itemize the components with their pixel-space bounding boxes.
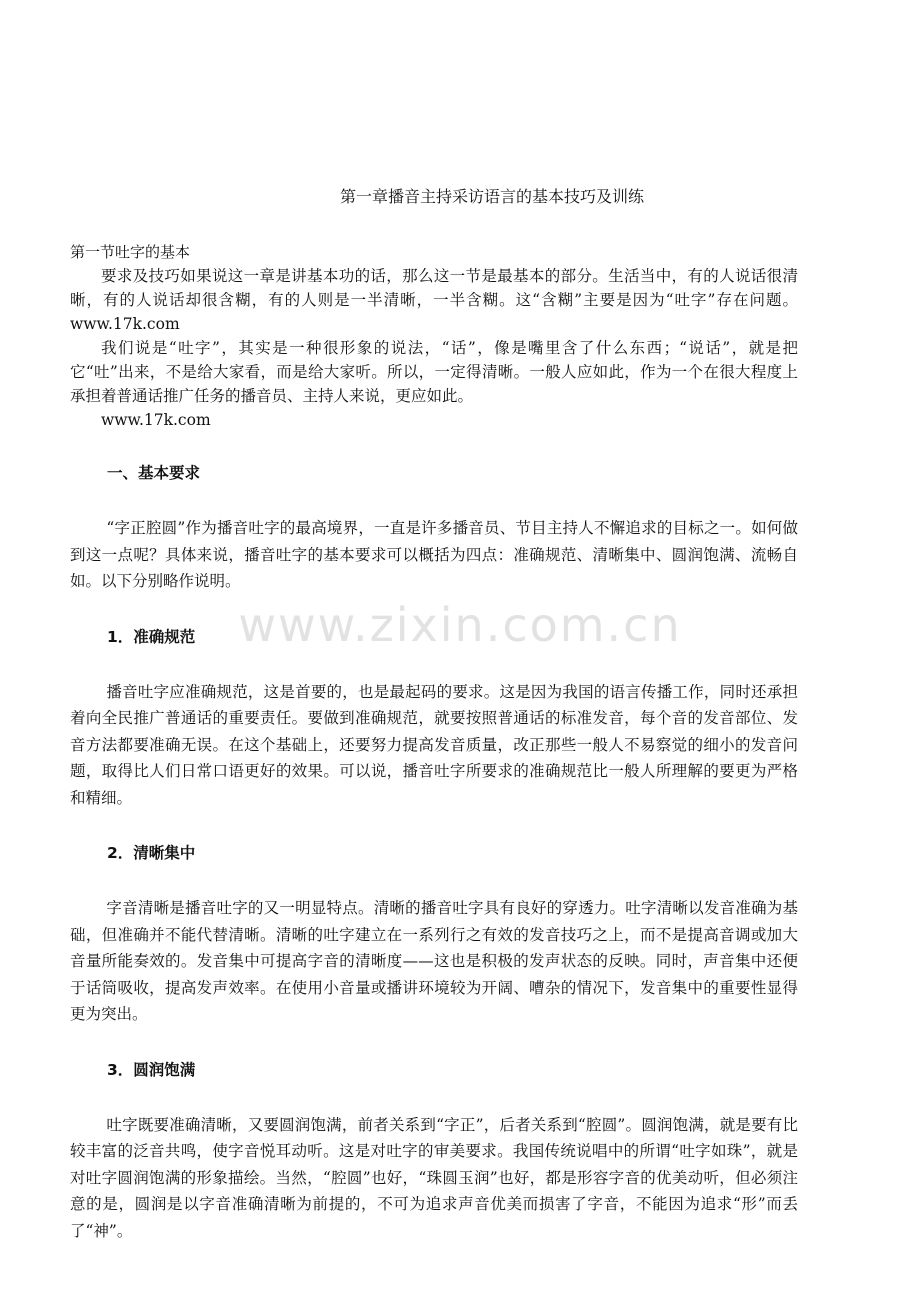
paragraph-accurate: 播音吐字应准确规范，这是首要的，也是最起码的要求。这是因为我国的语言传播工作，同时还承担着向全民推广普通话的重要责任。要做到准确规范，就要按照普通话的标准发音，每个音的发音部位、发音方法都要准确无误。在这个基础上，还要努力提高发音质量，改正那些一般人不易察觉的细小的发音问题，取得比人们日常口语更好的效果。可以说，播音吐字所要求的准确规范比一般人所理解的要更为严格和精细。 (70, 682, 798, 807)
body-block (70, 1112, 798, 1245)
body-block (70, 679, 798, 812)
intro-link-text: www.17k.com (101, 411, 211, 429)
paragraph-requirements: “字正腔圆”作为播音吐字的最高境界，一直是许多播音员、节目主持人不懈追求的目标之一。如何做到这一点呢？具体来说，播音吐字的基本要求可以概括为四点：准确规范、清晰集中、圆润饱满、流畅自如。以下分别略作说明。 (70, 519, 798, 590)
intro-block (70, 264, 798, 432)
intro-paragraph: 我们说是“吐字”，其实是一种很形象的说法，“话”，像是嘴里含了什么东西；“说话”，就是把它“吐”出来，不是给大家看，而是给大家听。所以，一定得清晰。一般人应如此，作为一个在很大程度上承担着普通话推广任务的播音员、主持人来说，更应如此。 (70, 339, 798, 405)
intro-paragraph: 要求及技巧如果说这一章是讲基本功的话，那么这一节是最基本的部分。生活当中，有的人说话很清晰，有的人说话却很含糊，有的人则是一半清晰，一半含糊。这“含糊”主要是因为“吐字”存在问题。www.17k.com (70, 267, 798, 333)
paragraph-round: 吐字既要准确清晰，又要圆润饱满，前者关系到“字正”，后者关系到“腔圆”。圆润饱满，就是要有比较丰富的泛音共鸣，使字音悦耳动听。这是对吐字的审美要求。我国传统说唱中的所谓“吐字如珠”，就是对吐字圆润饱满的形象描绘。当然，“腔圆”也好，“珠圆玉润”也好，都是形容字音的优美动听，但必须注意的是，圆润是以字音准确清晰为前提的，不可为追求声音优美而损害了字音，不能因为追求“形”而丢了“神”。 (70, 1115, 798, 1240)
chapter-title: 第一章播音主持采访语言的基本技巧及训练 (340, 187, 645, 206)
paragraph-clear: 字音清晰是播音吐字的又一明显特点。清晰的播音吐字具有良好的穿透力。吐字清晰以发音准确为基础，但准确并不能代替清晰。清晰的吐字建立在一系列行之有效的发音技巧之上，而不是提高音调或加大音量所能奏效的。发音集中可提高字音的清晰度——这也是积极的发声状态的反映。同时，声音集中还便于话筒吸收，提高发声效率。在使用小音量或播讲环境较为开阔、嘈杂的情况下，发音集中的重要性显得更为突出。 (70, 899, 798, 1023)
watermark: www.zixin.com.cn (238, 598, 682, 652)
document-content (70, 184, 798, 1274)
heading-basic-requirements: 一、基本要求 (107, 464, 201, 482)
heading-round: 3．圆润饱满 (107, 1060, 196, 1079)
body-block (70, 895, 798, 1028)
heading-accurate: 1．准确规范 (107, 627, 196, 646)
heading-clear: 2．清晰集中 (107, 844, 196, 862)
section-title: 第一节吐字的基本 (70, 243, 191, 261)
body-block (70, 515, 798, 595)
